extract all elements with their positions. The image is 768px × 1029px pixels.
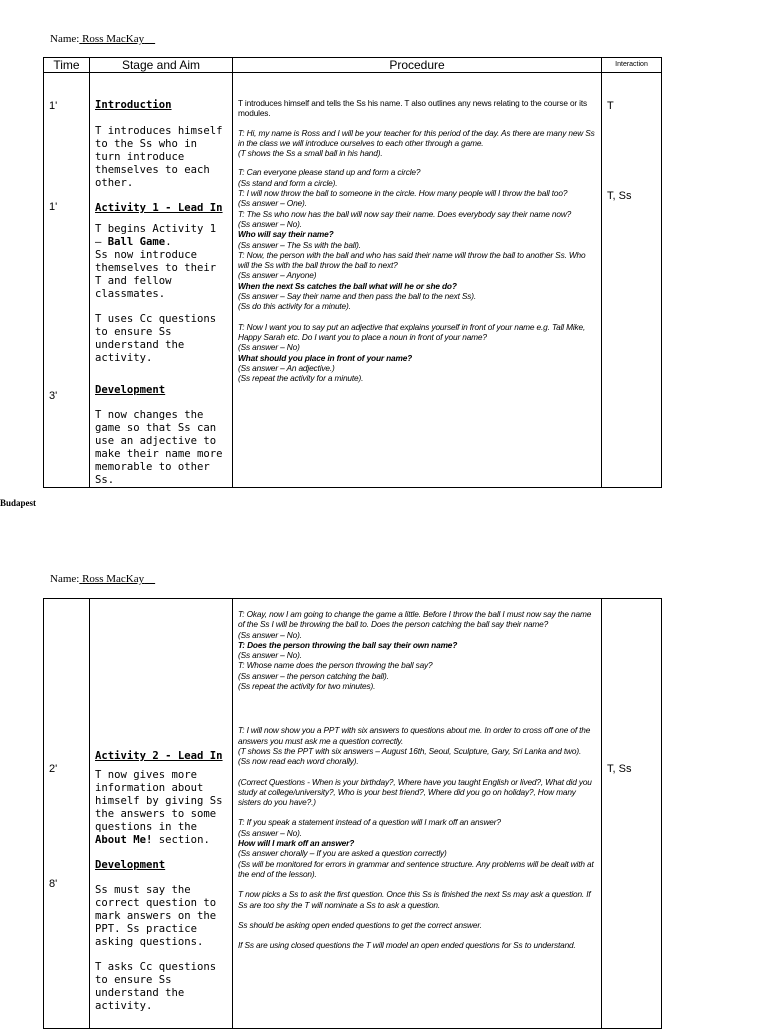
procedure-line: T now picks a Ss to ask the first question. Once this Ss is finished the next Ss may ask a question. If Ss are too shy the T will nominate a Ss to ask a question. <box>238 889 591 910</box>
procedure-line: (Ss answer – No) <box>238 342 300 353</box>
stage-text-part: T begins Activity 1 – <box>95 223 217 248</box>
time-value: 1' <box>49 201 58 213</box>
stage-text-part: . <box>165 236 172 248</box>
procedure-line: (Ss stand and form a circle). <box>238 177 338 188</box>
header-interaction: Interaction <box>602 58 662 73</box>
procedure-line: (Ss answer – One). <box>238 198 307 209</box>
procedure-line: (Ss answer – No). <box>238 827 302 838</box>
interaction-value: T <box>607 100 614 112</box>
procedure-line: (Ss will be monitored for errors in grammar and sentence structure. Any problems will be dealt with at the end of the lesson). <box>238 858 594 879</box>
section-heading: Activity 2 - Lead In <box>95 750 223 762</box>
procedure-line: T: Does the person throwing the ball say their own name? <box>238 639 458 650</box>
procedure-line: Who will say their name? <box>238 229 334 240</box>
procedure-line: (Ss answer – Anyone) <box>238 270 317 281</box>
procedure-line: (Ss answer – Say their name and then pass the ball to the next Ss). <box>238 291 477 302</box>
procedure-line: (Ss answer – No). <box>238 218 302 229</box>
name-value: Ross MacKay <box>82 33 145 45</box>
stage-text <box>95 769 228 847</box>
name-label: Name: <box>50 573 80 585</box>
procedure-line: T: I will now show you a PPT with six answers to questions about me. In order to cross off one of the answers you must ask me a question correctly. <box>238 725 591 746</box>
header-procedure: Procedure <box>233 58 602 73</box>
stage-text: T now changes the game so that Ss can use an adjective to make their name more memorable to other Ss. <box>95 409 223 486</box>
header-stage: Stage and Aim <box>90 58 233 73</box>
procedure-line: (Ss do this activity for a minute). <box>238 301 351 312</box>
procedure-line: (Ss answer – No). <box>238 629 302 640</box>
time-value: 2' <box>49 763 58 775</box>
procedure-line: (Ss answer chorally – If you are asked a question correctly) <box>238 848 447 859</box>
procedure-line: T: I will now throw the ball to someone in the circle. How many people will I throw the ball too? <box>238 188 568 199</box>
stage-text <box>95 223 228 249</box>
procedure-line: Ss should be asking open ended questions to get the correct answer. <box>238 919 482 930</box>
lesson-plan-table-2 <box>43 598 662 1029</box>
procedure-line: T: Now I want you to say put an adjective that explains yourself in front of your name e.g. Tall Mike, Happy Sarah etc. Do I want you to place a noun in front of your name? <box>238 321 586 342</box>
stage-text: Ss now introduce themselves to their T and fellow classmates. <box>95 249 217 300</box>
procedure-cell <box>233 73 602 488</box>
procedure-line: (Ss repeat the activity for a minute). <box>238 373 364 384</box>
stage-text-part: section. <box>158 834 210 846</box>
procedure-line: T: Okay, now I am going to change the game a little. Before I throw the ball I must now say the name of the Ss I will be throwing the ball to. Does the person catching the ball say their name? <box>238 609 592 630</box>
procedure-line: (T shows Ss the PPT with six answers – August 16th, Seoul, Sculpture, Gary, Sri Lanka and two). <box>238 745 582 756</box>
activity-name: Ball Game <box>107 236 166 248</box>
procedure-line: (Correct Questions - When is your birthday?, Where have you taught English or lived?, What did you study at college/university?, Who is your best friend?, Where did you go on holiday?, How many sisters do you have?.) <box>238 776 592 808</box>
side-label: Budapest <box>0 498 37 508</box>
header-time: Time <box>44 58 90 73</box>
section-reference: About Me! <box>95 834 153 846</box>
section-heading: Development <box>95 384 166 396</box>
procedure-line: T introduces himself and tells the Ss his name. T also outlines any news relating to the course or its modules. <box>238 98 588 119</box>
stage-cell <box>90 599 233 1029</box>
interaction-cell <box>602 73 662 488</box>
time-value: 1' <box>49 100 58 112</box>
procedure-line: When the next Ss catches the ball what will he or she do? <box>238 280 457 291</box>
procedure-line: T: Can everyone please stand up and form a circle? <box>238 167 421 178</box>
procedure-line: (Ss answer – An adjective.) <box>238 362 335 373</box>
procedure-line: (Ss answer – The Ss with the ball). <box>238 239 361 250</box>
procedure-line: (Ss now read each word chorally). <box>238 756 359 767</box>
stage-cell <box>90 73 233 488</box>
name-line <box>50 33 155 45</box>
stage-text: T introduces himself to the Ss who in turn introduce themselves to each other. <box>95 125 223 189</box>
procedure-line: (Ss answer – No). <box>238 650 302 661</box>
lesson-plan-table-1 <box>43 57 662 488</box>
time-cell <box>44 599 90 1029</box>
stage-text-part: T now gives more information about himself by giving Ss the answers to some questions in the <box>95 769 223 833</box>
section-heading: Activity 1 - Lead In <box>95 202 223 214</box>
procedure-line: T: If you speak a statement instead of a question will I mark off an answer? <box>238 817 501 828</box>
procedure-line: T: Whose name does the person throwing the ball say? <box>238 660 433 671</box>
procedure-cell <box>233 599 602 1029</box>
procedure-line: (Ss repeat the activity for two minutes). <box>238 681 376 692</box>
procedure-line: T: The Ss who now has the ball will now say their name. Does everybody say their name now? <box>238 208 572 219</box>
procedure-line: (Ss answer – the person catching the ball). <box>238 670 389 681</box>
section-heading: Introduction <box>95 99 172 111</box>
time-cell <box>44 73 90 488</box>
procedure-line: How will I mark off an answer? <box>238 838 355 849</box>
stage-text: T asks Cc questions to ensure Ss understand the activity. <box>95 961 217 1012</box>
procedure-line: What should you place in front of your name? <box>238 352 413 363</box>
stage-text: Ss must say the correct question to mark answers on the PPT. Ss practice asking questions. <box>95 884 217 948</box>
procedure-line: T: Now, the person with the ball and who has said their name will throw the ball to another Ss. Who will the Ss with the ball throw the ball to next? <box>238 249 586 271</box>
stage-text: T uses Cc questions to ensure Ss understand the activity. <box>95 313 217 364</box>
interaction-value: T, Ss <box>607 763 632 775</box>
name-line <box>50 573 155 585</box>
name-label: Name: <box>50 33 80 45</box>
procedure-line: If Ss are using closed questions the T will model an open ended questions for Ss to understand. <box>238 940 576 951</box>
procedure-line: (T shows the Ss a small ball in his hand). <box>238 148 383 159</box>
time-value: 8' <box>49 878 58 890</box>
interaction-cell <box>602 599 662 1029</box>
procedure-line: T: Hi, my name is Ross and I will be your teacher for this period of the day. As there are many new Ss in the class we will introduce ourselves to each other through a game. <box>238 127 595 148</box>
time-value: 3' <box>49 390 58 402</box>
name-value: Ross MacKay <box>82 573 145 585</box>
section-heading: Development <box>95 859 166 871</box>
interaction-value: T, Ss <box>607 190 632 202</box>
